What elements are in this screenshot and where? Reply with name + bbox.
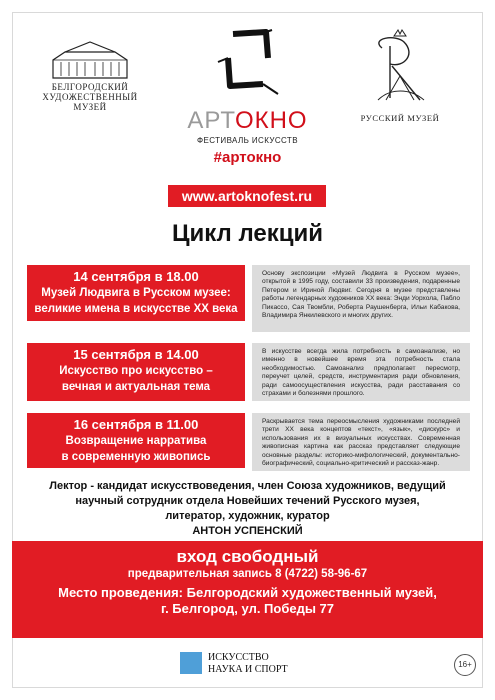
- russian-museum-emblem-icon: [360, 28, 440, 106]
- belgorod-museum-logo: [30, 40, 150, 110]
- venue-line2: г. Белгород, ул. Победы 77: [160, 601, 335, 616]
- lecture-title-line2: вечная и актуальная тема: [61, 381, 211, 393]
- lecture-title-line1: Искусство про искусство –: [59, 365, 213, 377]
- venue-line1: Место проведения: Белгородский художественный музей,: [58, 585, 437, 600]
- lecture-description-3: Раскрывается тема переосмысления художниками последней трети ХХ века концептов «текст», «язык», «дискурс» и использования их в визуальных искусствах. Современная живописная картина как рассказ представляет следующие основные разделы: историко-мифологический, документально-биографический, социально-критический и рассказ-жанр.: [252, 413, 470, 471]
- lecture-title-line1: Музей Людвига в Русском музее:: [41, 287, 231, 299]
- wordmark-part1: АРТ: [187, 107, 235, 134]
- right-logo-name: РУССКИЙ МУЗЕЙ: [360, 113, 440, 123]
- lecturer-line1: Лектор - кандидат искусствоведения, член Союза художников, ведущий: [49, 480, 446, 492]
- lecture-date: 14 сентября в 18.00: [73, 269, 199, 284]
- left-logo-line1: БЕЛГОРОДСКИЙ: [51, 82, 129, 92]
- sponsor-mark-icon: [180, 652, 202, 674]
- lecture-date: 16 сентября в 11.00: [73, 417, 199, 432]
- lecture-description-2: В искусстве всегда жила потребность в самоанализе, но именно в новейшее время эта потребность стала необходимостью. Самоанализ предполагает пересмотр, переучет целей, средств, инструментария ради обновления, ради самоосуществления искусства, ради расставания со страхами и болезнями прошлого.: [252, 343, 470, 401]
- page-title: Цикл лекций: [171, 220, 324, 247]
- festival-url-link[interactable]: www.artoknofest.ru: [168, 185, 326, 207]
- sponsor-line1: ИСКУССТВО: [208, 652, 269, 663]
- lecturer-line2: научный сотрудник отдела Новейших течений Русского музея,: [75, 495, 420, 507]
- museum-building-icon: [45, 40, 135, 80]
- lecturer-line3: литератор, художник, куратор: [165, 510, 330, 522]
- festival-subtitle: ФЕСТИВАЛЬ ИСКУССТВ: [197, 136, 298, 145]
- left-logo-line2: ХУДОЖЕСТВЕННЫЙ МУЗЕЙ: [42, 92, 138, 112]
- lecture-description-1: Основу экспозиции «Музей Людвига в Русском музее», открытой в 1995 году, составили 33 произведения, подаренные Петером и Ириной Людвиг. Сегодня в музее представлены работы легендарных художников ХХ века: Энди Уорхола, Пабло Пикассо, Сая Твомбли, Роберта Раушенберга, Ильи Кабакова, Владимира Янкилевского и многих других.: [252, 265, 470, 332]
- event-info-banner: [12, 541, 483, 638]
- hands-frame-icon: [208, 28, 288, 98]
- lecturer-info: [20, 479, 475, 539]
- lecture-date: 15 сентября в 14.00: [73, 347, 199, 362]
- lecture-card-3: [27, 413, 245, 468]
- lecture-title-line2: в современную живопись: [61, 451, 211, 463]
- sponsor-text: [208, 652, 288, 676]
- festival-hashtag: #артокно: [213, 149, 282, 166]
- wordmark-part2: ОКНО: [234, 107, 308, 134]
- registration-phone[interactable]: предварительная запись 8 (4722) 58-96-67: [127, 568, 368, 580]
- lecture-card-2: [27, 343, 245, 401]
- lecture-card-1: [27, 265, 245, 321]
- artokno-logo: [170, 28, 325, 166]
- festival-wordmark: [170, 107, 325, 135]
- lecturer-name: АНТОН УСПЕНСКИЙ: [192, 525, 303, 537]
- age-rating-badge: 16+: [454, 654, 476, 676]
- lecture-title-line1: Возвращение нарратива: [65, 435, 207, 447]
- sponsor-line2: НАУКА И СПОРТ: [208, 664, 288, 675]
- lecture-title-line2: великие имена в искусстве ХХ века: [34, 303, 238, 315]
- russian-museum-logo: [355, 28, 445, 123]
- free-entry-text: вход свободный: [176, 547, 319, 566]
